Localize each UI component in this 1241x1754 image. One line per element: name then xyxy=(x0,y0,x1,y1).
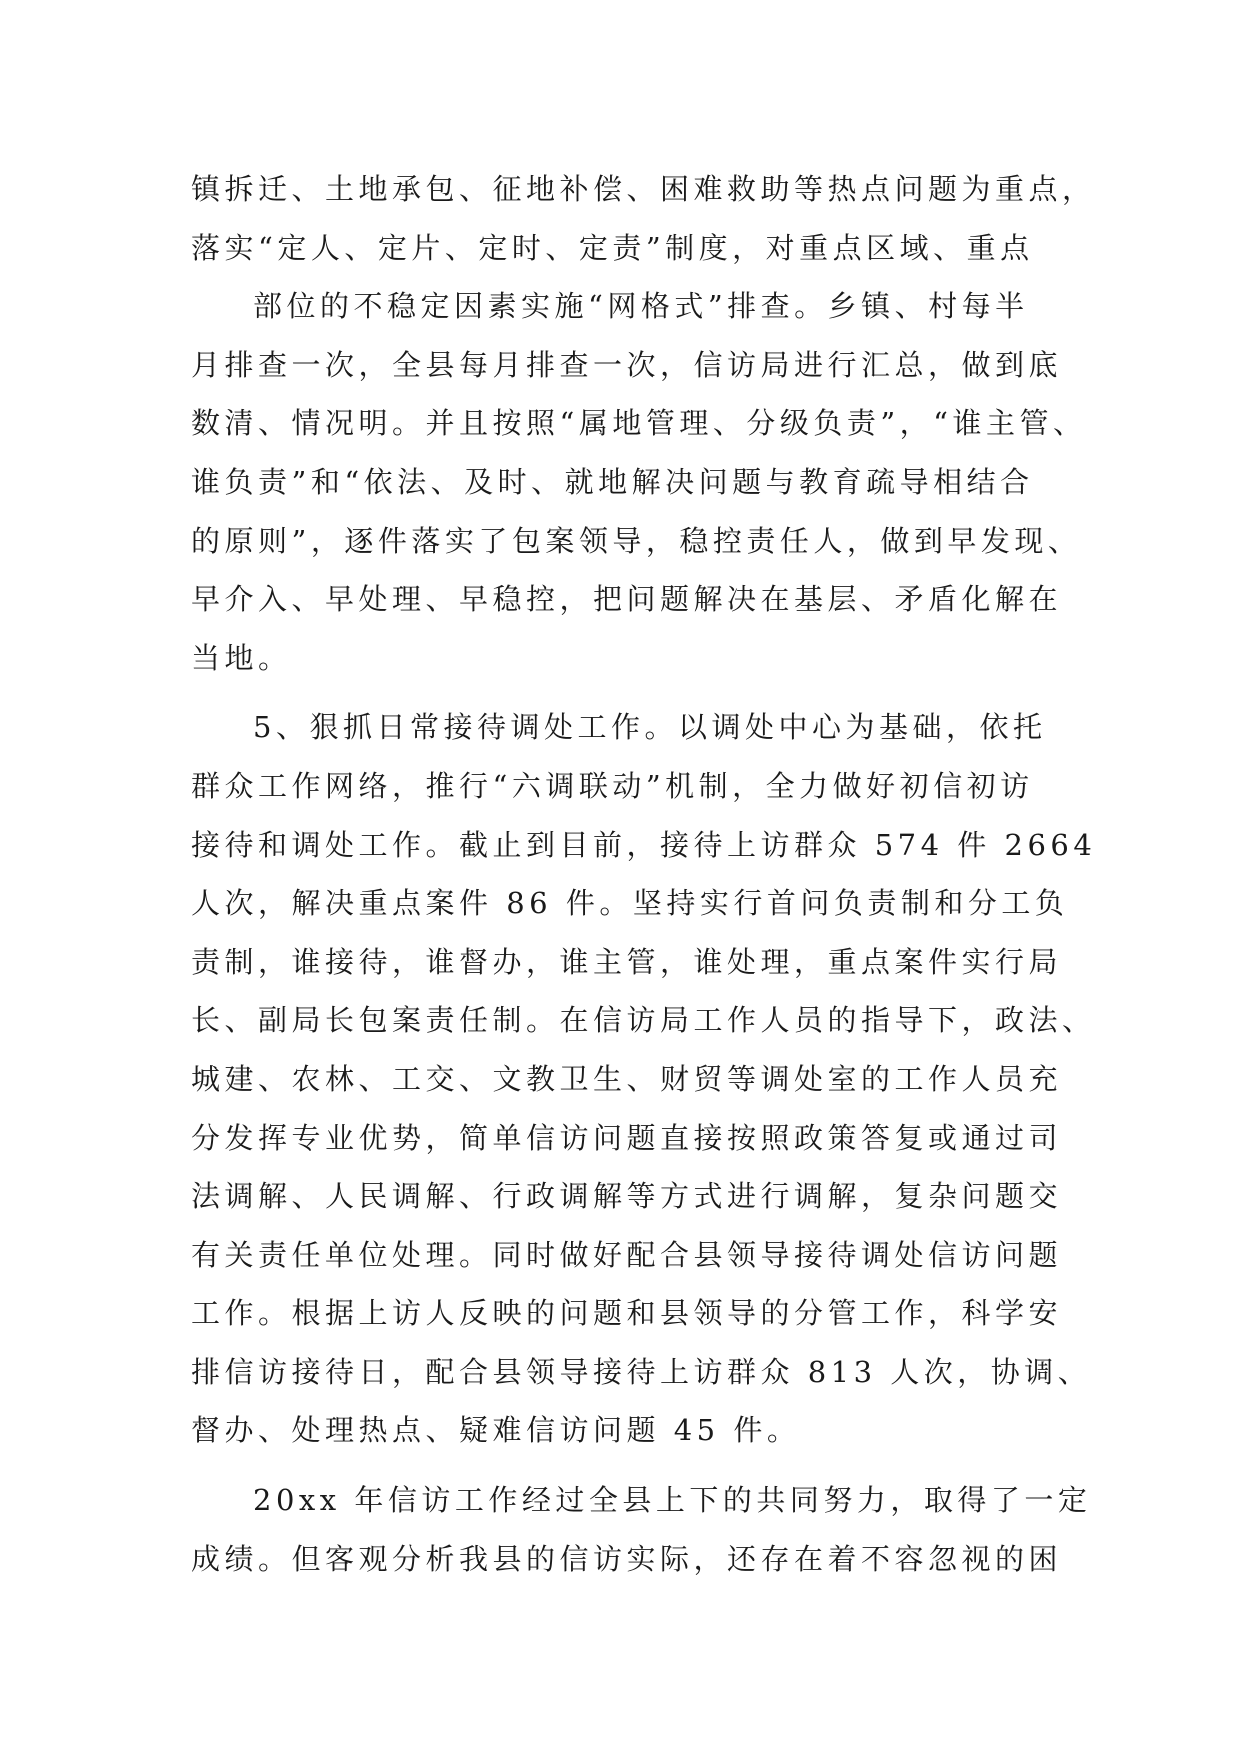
text-line: 落实“定人、定片、定时、定责”制度，对重点区域、重点 xyxy=(191,230,1034,265)
text-line: 城建、农林、工交、文教卫生、财贸等调处室的工作人员充 xyxy=(191,1061,1063,1096)
text-line: 有关责任单位处理。同时做好配合县领导接待调处信访问题 xyxy=(191,1237,1063,1272)
text-line: 接待和调处工作。截止到目前，接待上访群众 574 件 2664 xyxy=(191,827,1097,862)
text-line: 群众工作网络，推行“六调联动”机制，全力做好初信初访 xyxy=(191,768,1034,803)
text-line: 20xx 年信访工作经过全县上下的共同努力，取得了一定 xyxy=(253,1483,1092,1518)
text-line: 数清、情况明。并且按照“属地管理、分级负责”，“谁主管、 xyxy=(191,406,1087,441)
text-line: 督办、处理热点、疑难信访问题 45 件。 xyxy=(191,1413,801,1448)
text-line: 当地。 xyxy=(191,640,292,675)
paragraph-gap xyxy=(191,687,1061,698)
text-line: 5、狠抓日常接待调处工作。以调处中心为基础，依托 xyxy=(253,710,1047,745)
text-line: 的原则”，逐件落实了包案领导，稳控责任人，做到早发现、 xyxy=(191,523,1082,558)
text-line: 部位的不稳定因素实施“网格式”排查。乡镇、村每半 xyxy=(253,289,1029,324)
text-line: 成绩。但客观分析我县的信访实际，还存在着不容忽视的困 xyxy=(191,1541,1063,1576)
paragraph-2 xyxy=(191,277,1087,687)
document-body xyxy=(191,160,1097,1588)
text-line: 谁负责”和“依法、及时、就地解决问题与教育疏导相结合 xyxy=(191,464,1034,499)
paragraph-1-continuation xyxy=(191,160,1096,277)
text-line: 早介入、早处理、早稳控，把问题解决在基层、矛盾化解在 xyxy=(191,582,1063,617)
text-line: 分发挥专业优势，简单信访问题直接按照政策答复或通过司 xyxy=(191,1120,1063,1155)
paragraph-3 xyxy=(191,698,1097,1460)
text-line: 排信访接待日，配合县领导接待上访群众 813 人次，协调、 xyxy=(191,1354,1092,1389)
text-line: 镇拆迁、土地承包、征地补偿、困难救助等热点问题为重点， xyxy=(191,172,1096,206)
text-line: 长、副局长包案责任制。在信访局工作人员的指导下，政法、 xyxy=(191,1003,1096,1038)
text-line: 工作。根据上访人反映的问题和县领导的分管工作，科学安 xyxy=(191,1296,1063,1331)
text-line: 人次，解决重点案件 86 件。坚持实行首问负责制和分工负 xyxy=(191,886,1069,921)
paragraph-gap xyxy=(191,1460,1061,1471)
text-line: 月排查一次，全县每月排查一次，信访局进行汇总，做到底 xyxy=(191,347,1063,382)
text-line: 责制，谁接待，谁督办，谁主管，谁处理，重点案件实行局 xyxy=(191,944,1063,979)
paragraph-4 xyxy=(191,1471,1092,1588)
text-line: 法调解、人民调解、行政调解等方式进行调解，复杂问题交 xyxy=(191,1179,1063,1214)
